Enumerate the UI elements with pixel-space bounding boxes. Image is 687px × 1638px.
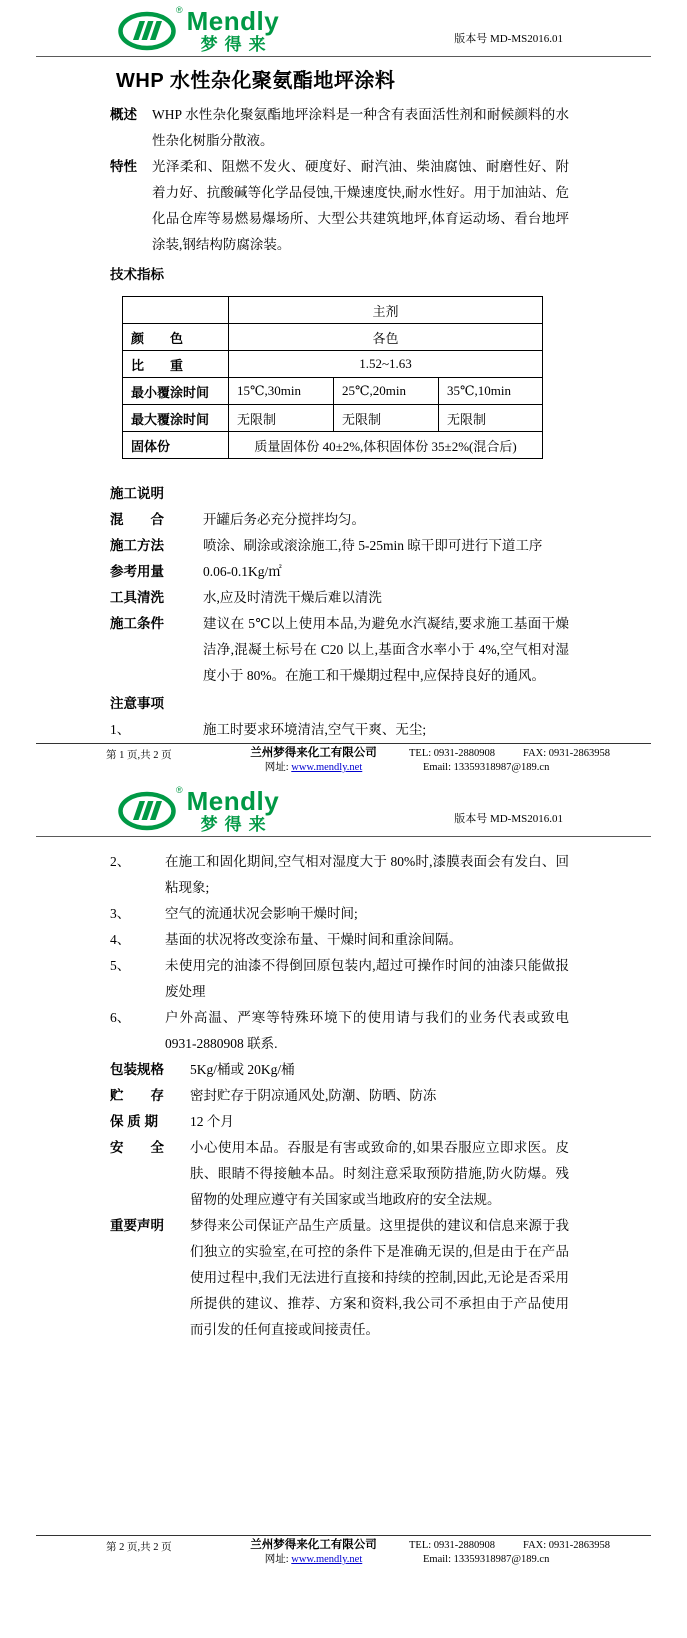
mendly-logo-mark: [118, 788, 180, 832]
brand-name: Mendly: [186, 786, 280, 816]
features-paragraph: [110, 154, 569, 258]
note-item-text: 空气的流通状况会影响干燥时间;: [165, 906, 358, 921]
website-link[interactable]: www.mendly.net: [291, 1554, 363, 1565]
spec-max-recoat-3: 无限制: [439, 405, 543, 432]
storage-label: 贮 存: [110, 1088, 164, 1103]
disclaimer-row: [110, 1213, 569, 1343]
note-item-number: 1、: [110, 722, 131, 737]
spec-cell-corner: [123, 297, 229, 324]
note-item-number: 2、: [110, 854, 131, 869]
spec-label-color: 颜 色: [123, 324, 229, 351]
mendly-logo-mark: [118, 8, 180, 52]
coverage-text: 0.06-0.1Kg/㎡: [203, 564, 282, 579]
note-item-text: 未使用完的油漆不得倒回原包装内,超过可操作时间的油漆只能做报废处理: [165, 958, 569, 999]
mixing-row: [110, 507, 569, 533]
page-number: 第 1 页,共 2 页: [106, 750, 172, 761]
table-row: [123, 378, 543, 405]
tech-spec-table: [122, 296, 543, 459]
company-name: 兰州梦得来化工有限公司: [250, 1539, 377, 1551]
spec-value-density: 1.52~1.63: [229, 351, 543, 378]
safety-text: 小心使用本品。吞服是有害或致命的,如果吞服应立即求医。皮肤、眼睛不得接触本品。时刻注意采取预防措施,防火防爆。残留物的处理应遵守有关国家或当地政府的安全法规。: [190, 1140, 569, 1207]
conditions-row: [110, 611, 569, 689]
tech-specs-heading: 技术指标: [110, 267, 164, 282]
note-item-text: 户外高温、严寒等特殊环境下的使用请与我们的业务代表或致电 0931-2880908 联系.: [165, 1010, 569, 1051]
note-item-2: [110, 849, 569, 901]
page-header: [0, 0, 687, 53]
application-method-label: 施工方法: [110, 538, 164, 553]
packaging-text: 5Kg/桶或 20Kg/桶: [190, 1062, 295, 1077]
conditions-text: 建议在 5℃以上使用本品,为避免水汽凝结,要求施工基面干燥洁净,混凝土标号在 C20 以上,基面含水率小于 4%,空气相对湿度小于 80%。在施工和干燥期过程中,应保持良好的通风。: [203, 616, 569, 683]
registered-icon: ®: [176, 5, 183, 15]
version-label: 版本号 MD-MS2016.01: [454, 33, 563, 45]
coverage-row: [110, 559, 569, 585]
note-item-text: 基面的状况将改变涂布量、干燥时间和重涂间隔。: [165, 932, 462, 947]
spec-value-color: 各色: [229, 324, 543, 351]
company-name: 兰州梦得来化工有限公司: [250, 747, 377, 759]
features-label: 特性: [110, 159, 137, 174]
conditions-label: 施工条件: [110, 616, 164, 631]
email-label: Email: 13359318987@189.cn: [423, 1554, 550, 1565]
brand-name-cn: 梦得来: [200, 815, 273, 834]
spec-label-solids: 固体份: [123, 432, 229, 459]
fax-label: FAX: 0931-2863958: [523, 1540, 611, 1551]
shelf-life-label: 保 质 期: [110, 1114, 159, 1129]
table-row: [123, 405, 543, 432]
shelf-life-text: 12 个月: [190, 1114, 234, 1129]
website-link[interactable]: www.mendly.net: [291, 762, 363, 773]
page-header: [0, 780, 687, 833]
features-text: 光泽柔和、阻燃不发火、硬度好、耐汽油、柴油腐蚀、耐磨性好、附着力好、抗酸碱等化学品侵蚀,干燥速度快,耐水性好。用于加油站、危化品仓库等易燃易爆场所、大型公共建筑地坪,体育运动场、看台地坪涂装,钢结构防腐涂装。: [152, 159, 569, 252]
overview-text: WHP 水性杂化聚氨酯地坪涂料是一种含有表面活性剂和耐候颜料的水性杂化树脂分散液。: [152, 107, 569, 148]
tel-label: TEL: 0931-2880908: [409, 1540, 496, 1551]
website-label: 网址:: [264, 762, 289, 773]
disclaimer-label: 重要声明: [110, 1218, 164, 1233]
spec-cell-main-agent: 主剂: [229, 297, 543, 324]
brand-text-block: [187, 788, 280, 833]
mendly-logo: [118, 5, 280, 54]
overview-paragraph: [110, 102, 569, 154]
safety-label: 安 全: [110, 1140, 164, 1155]
storage-row: [110, 1083, 569, 1109]
table-row: [123, 351, 543, 378]
page-2: [0, 780, 687, 1638]
mixing-text: 开罐后务必充分搅拌均匀。: [203, 512, 365, 527]
tel-label: TEL: 0931-2880908: [409, 748, 496, 759]
disclaimer-text: 梦得来公司保证产品生产质量。这里提供的建议和信息来源于我们独立的实验室,在可控的条件下是准确无误的,但是由于在产品使用过程中,我们无法进行直接和持续的控制,因此,无论是否采用所提供的建议、推荐、方案和资料,我公司不承担由于产品使用而引发的任何直接或间接责任。: [190, 1218, 569, 1337]
mendly-logo: [118, 785, 280, 834]
table-row: [123, 297, 543, 324]
page2-footer: [36, 1535, 651, 1566]
notes-heading: 注意事项: [110, 696, 164, 711]
note-item-text: 在施工和固化期间,空气相对湿度大于 80%时,漆膜表面会有发白、回粘现象;: [165, 854, 569, 895]
spec-min-recoat-35c: 35℃,10min: [439, 378, 543, 405]
spec-min-recoat-15c: 15℃,30min: [229, 378, 334, 405]
website-label: 网址:: [264, 1554, 289, 1565]
note-item-number: 5、: [110, 958, 131, 973]
application-method-row: [110, 533, 569, 559]
note-item-1: [110, 717, 569, 743]
footer-company-block: [226, 1539, 401, 1566]
tool-cleaning-label: 工具清洗: [110, 590, 164, 605]
spec-max-recoat-2: 无限制: [334, 405, 439, 432]
storage-text: 密封贮存于阴凉通风处,防潮、防晒、防冻: [190, 1088, 437, 1103]
page-1: [0, 0, 687, 780]
overview-label: 概述: [110, 107, 137, 122]
fax-label: FAX: 0931-2863958: [523, 748, 611, 759]
header-rule: [36, 56, 651, 57]
table-row: [123, 324, 543, 351]
footer-contact-block: [401, 747, 651, 774]
shelf-life-row: [110, 1109, 569, 1135]
registered-icon: ®: [176, 785, 183, 795]
packaging-label: 包装规格: [110, 1062, 164, 1077]
coverage-label: 参考用量: [110, 564, 164, 579]
version-label: 版本号 MD-MS2016.01: [454, 813, 563, 825]
note-item-number: 3、: [110, 906, 131, 921]
note-item-3: [110, 901, 569, 927]
page-title: WHP 水性杂化聚氨酯地坪涂料: [116, 70, 396, 92]
table-row: [123, 432, 543, 459]
header-rule: [36, 836, 651, 837]
mixing-label: 混 合: [110, 512, 164, 527]
page-number: 第 2 页,共 2 页: [106, 1542, 172, 1553]
footer-contact-block: [401, 1539, 651, 1566]
email-label: Email: 13359318987@189.cn: [423, 762, 550, 773]
application-method-text: 喷涂、刷涂或滚涂施工,待 5-25min 晾干即可进行下道工序: [203, 538, 543, 553]
brand-name: Mendly: [186, 6, 280, 36]
brand-name-cn: 梦得来: [200, 35, 273, 54]
construction-heading: 施工说明: [110, 486, 164, 501]
spec-label-density: 比 重: [123, 351, 229, 378]
tool-cleaning-text: 水,应及时清洗干燥后难以清洗: [203, 590, 382, 605]
spec-min-recoat-25c: 25℃,20min: [334, 378, 439, 405]
notes-list: [0, 849, 687, 1057]
note-item-4: [110, 927, 569, 953]
note-item-5: [110, 953, 569, 1005]
spec-label-max-recoat: 最大覆涂时间: [123, 405, 229, 432]
spec-label-min-recoat: 最小覆涂时间: [123, 378, 229, 405]
spec-value-solids: 质量固体份 40±2%,体积固体份 35±2%(混合后): [229, 432, 543, 459]
packaging-row: [110, 1057, 569, 1083]
tool-cleaning-row: [110, 585, 569, 611]
safety-row: [110, 1135, 569, 1213]
note-item-6: [110, 1005, 569, 1057]
note-item-number: 4、: [110, 932, 131, 947]
note-item-text: 施工时要求环境清洁,空气干爽、无尘;: [203, 722, 427, 737]
page1-footer: [36, 743, 651, 774]
note-item-number: 6、: [110, 1010, 131, 1025]
footer-company-block: [226, 747, 401, 774]
spec-max-recoat-1: 无限制: [229, 405, 334, 432]
brand-text-block: [187, 8, 280, 53]
